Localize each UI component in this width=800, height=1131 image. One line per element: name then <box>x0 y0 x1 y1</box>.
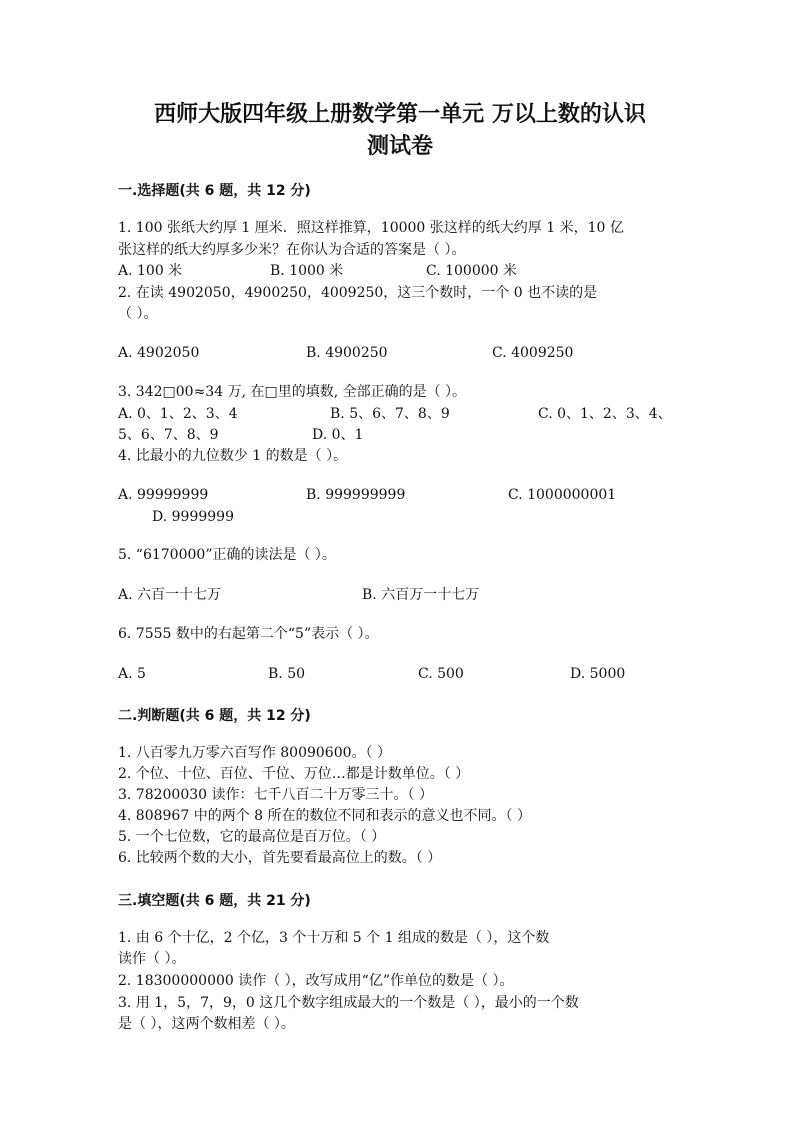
question-3-option-d: D. 0、1 <box>312 427 364 443</box>
question-2-option-a: A. 4902050 <box>118 345 200 361</box>
question-3-text: 3. 342□00≈34 万, 在□里的填数, 全部正确的是（ ）。 <box>118 384 467 400</box>
question-4-option-c: C. 1000000001 <box>508 487 617 503</box>
fill-question-3-text-cont: 是（ ），这两个数相差（ ）。 <box>118 1016 295 1032</box>
question-3-option-c-cont: 5、6、7、8、9 <box>118 427 219 443</box>
question-6-option-d: D. 5000 <box>570 666 626 682</box>
section-heading-choice: 一.选择题(共 6 题，共 12 分) <box>118 183 311 199</box>
question-6-text: 6. 7555 数中的右起第二个“5”表示（ ）。 <box>118 626 379 642</box>
question-2-text-cont: （ ）。 <box>118 306 158 322</box>
question-4-option-d: D. 9999999 <box>152 509 234 525</box>
question-1-option-b: B. 1000 米 <box>270 263 344 279</box>
judgement-item: 2. 个位、十位、百位、千位、万位…都是计数单位。（ ） <box>118 766 470 782</box>
fill-question-3-text: 3. 用 1，5，7，9，0 这几个数字组成最大的一个数是（ ），最小的一个数 <box>118 995 579 1011</box>
question-1-option-c: C. 100000 米 <box>426 263 518 279</box>
question-6-option-a: A. 5 <box>118 666 146 682</box>
question-3-option-c: C. 0、1、2、3、4、 <box>538 406 672 422</box>
question-4-option-b: B. 999999999 <box>306 487 406 503</box>
judgement-item: 1. 八百零九万零六百写作 80090600。（ ） <box>118 745 391 761</box>
fill-question-1-text: 1. 由 6 个十亿，2 个亿，3 个十万和 5 个 1 组成的数是（ ），这个数 <box>118 930 550 946</box>
question-5-option-b: B. 六百万一十七万 <box>362 587 480 603</box>
question-4-option-a: A. 99999999 <box>118 487 209 503</box>
judgement-item: 6. 比较两个数的大小，首先要看最高位上的数。（ ） <box>118 850 442 866</box>
question-3-option-b: B. 5、6、7、8、9 <box>330 406 450 422</box>
page-title-line-1: 西师大版四年级上册数学第一单元 万以上数的认识 <box>154 102 646 127</box>
fill-question-2-text: 2. 18300000000 读作（ ），改写成用“亿”作单位的数是（ ）。 <box>118 973 514 989</box>
question-6-option-c: C. 500 <box>418 666 464 682</box>
section-heading-fill-blank: 三.填空题(共 6 题，共 21 分) <box>118 893 311 909</box>
question-1-text-cont: 张这样的纸大约厚多少米？在你认为合适的答案是（ ）。 <box>118 242 466 258</box>
question-2-option-b: B. 4900250 <box>306 345 388 361</box>
fill-question-1-text-cont: 读作（ ）。 <box>118 951 186 967</box>
judgement-item: 5. 一个七位数，它的最高位是百万位。（ ） <box>118 829 386 845</box>
question-1-text: 1. 100 张纸大约厚 1 厘米．照这样推算，10000 张这样的纸大约厚 1 米，10 亿 <box>118 220 624 236</box>
question-2-text: 2. 在读 4902050，4900250，4009250，这三个数时，一个 0 也不读的是 <box>118 285 598 301</box>
question-4-text: 4. 比最小的九位数少 1 的数是（ ）。 <box>118 448 348 464</box>
section-heading-judgement: 二.判断题(共 6 题，共 12 分) <box>118 708 311 724</box>
judgement-item: 3. 78200030 读作：七千八百二十万零三十。（ ） <box>118 787 433 803</box>
question-6-option-b: B. 50 <box>268 666 306 682</box>
question-5-text: 5. “6170000”正确的读法是（ ）。 <box>118 547 336 563</box>
question-3-option-a: A. 0、1、2、3、4 <box>118 406 238 422</box>
question-1-option-a: A. 100 米 <box>118 263 183 279</box>
question-5-option-a: A. 六百一十七万 <box>118 587 222 603</box>
page-title-line-2: 测试卷 <box>366 134 433 159</box>
question-2-option-c: C. 4009250 <box>492 345 574 361</box>
judgement-item: 4. 808967 中的两个 8 所在的数位不同和表示的意义也不同。（ ） <box>118 808 531 824</box>
